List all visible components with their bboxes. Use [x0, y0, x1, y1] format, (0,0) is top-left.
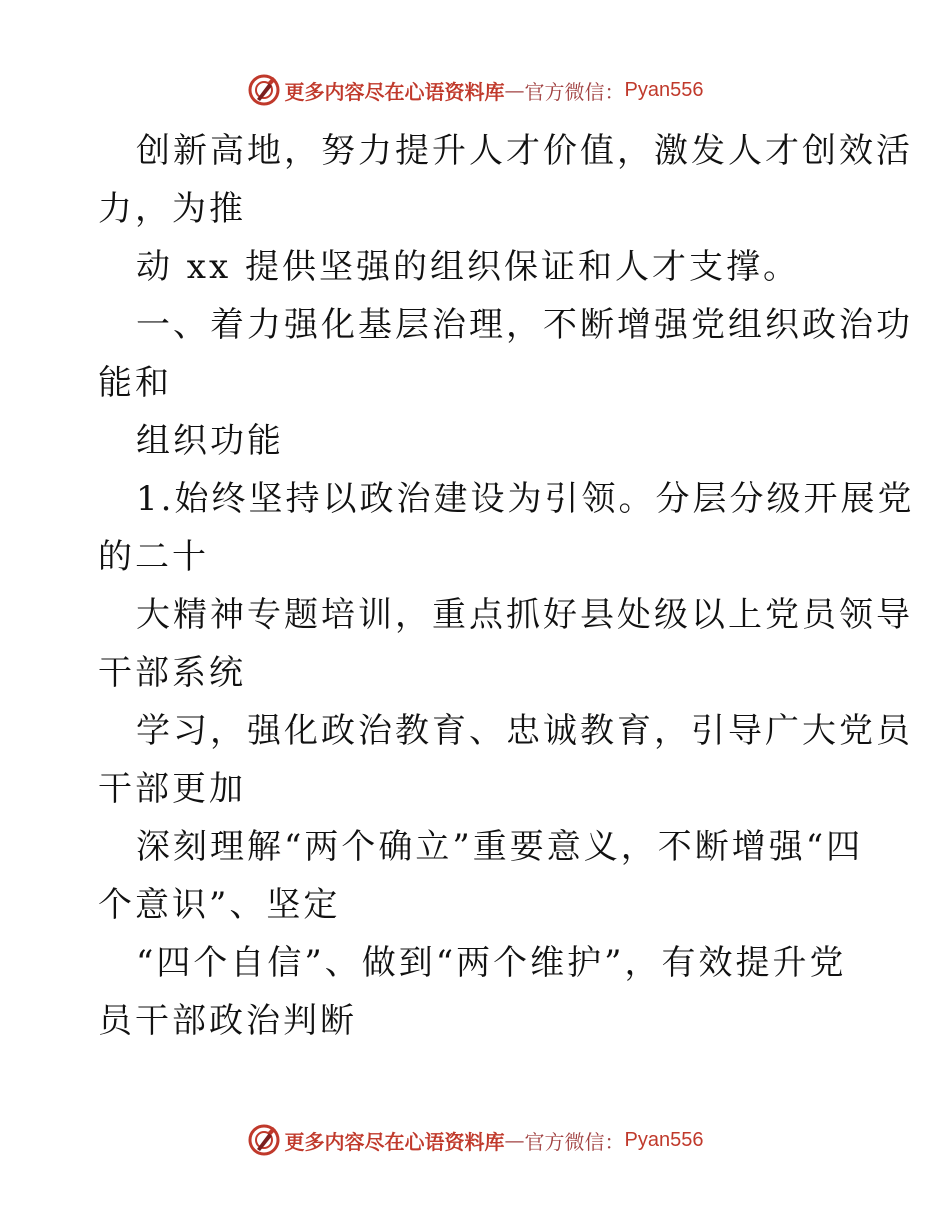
watermark-site-text: 更多内容尽在心语资料库 — [284, 1129, 505, 1154]
section-heading-line: 组织功能 — [136, 421, 284, 461]
watermark-dash: — — [504, 1128, 525, 1152]
text-line: 力，为推 — [98, 189, 246, 229]
watermark-dash: — — [504, 78, 525, 102]
library-logo-icon — [247, 73, 281, 107]
footer-watermark — [0, 1120, 950, 1160]
text-line: 大精神专题培训，重点抓好县处级以上党员领导 — [136, 595, 913, 635]
watermark-wechat-label: 官方微信： — [524, 79, 625, 104]
text-line: 员干部政治判断 — [98, 1001, 357, 1041]
section-heading-line: 一、着力强化基层治理，不断增强党组织政治功 — [136, 305, 913, 345]
library-logo-icon — [247, 1123, 281, 1157]
document-body — [98, 122, 915, 1050]
text-line: 深刻理解“两个确立”重要意义，不断增强“四 — [136, 827, 864, 867]
text-line: 干部系统 — [98, 653, 246, 693]
header-watermark — [0, 70, 950, 110]
text-line: 动 xx 提供坚强的组织保证和人才支撑。 — [136, 247, 800, 287]
text-line: 个意识”、坚定 — [98, 885, 341, 925]
text-line: 干部更加 — [98, 769, 246, 809]
text-line: 创新高地，努力提升人才价值，激发人才创效活 — [136, 131, 913, 171]
watermark-site-text: 更多内容尽在心语资料库 — [284, 79, 505, 104]
watermark-wechat-label: 官方微信： — [524, 1129, 625, 1154]
subsection-heading-line: 1.始终坚持以政治建设为引领。分层分级开展党 — [136, 479, 915, 519]
watermark-wechat-id: Pyan556 — [624, 78, 704, 101]
watermark-wechat-id: Pyan556 — [624, 1128, 704, 1151]
text-line: “四个自信”、做到“两个维护”，有效提升党 — [136, 943, 847, 983]
text-line: 的二十 — [98, 537, 209, 577]
text-line: 学习，强化政治教育、忠诚教育，引导广大党员 — [136, 711, 913, 751]
section-heading-line: 能和 — [98, 363, 172, 403]
